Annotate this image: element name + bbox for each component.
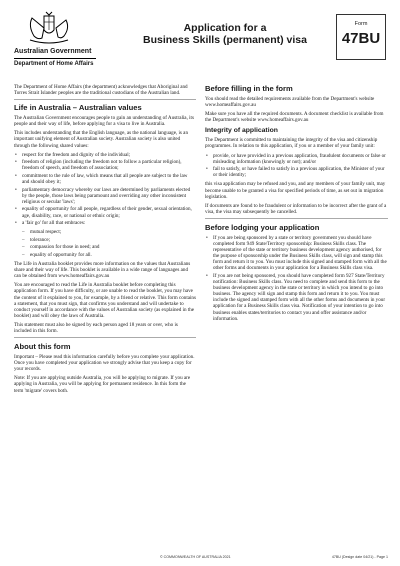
- government-name: Australian Government: [14, 48, 92, 55]
- footer-page-number: 47BU (Design date 04/21) - Page 1: [331, 555, 388, 559]
- right-column: [205, 84, 388, 325]
- heading-life-in-australia: Life in Australia – Australian values: [14, 103, 142, 113]
- coat-of-arms-icon: [26, 10, 72, 46]
- list-item: • commitment to the rule of law, which means that all people are subject to the law and should obey it;: [14, 173, 196, 185]
- footer-copyright: © COMMONWEALTH OF AUSTRALIA 2021: [160, 555, 231, 559]
- integrity-list: [205, 153, 388, 179]
- list-item: • If you are being sponsored by a state or territory government you should have completed form 949 State/Territory sponsorship: Business Skills class. The representative of the state or territory business development agency authorised, for the purpose of sponsorship under the Business Skills class, will sign and stamp this form and return it to you. You must include this signed and stamped form with all the other forms and documents in your application for a Business Skills class visa.: [205, 235, 388, 272]
- heading-integrity: Integrity of application: [205, 127, 278, 135]
- form-title: [120, 22, 330, 46]
- list-item: • a 'fair go' for all that embraces:: [14, 220, 196, 226]
- acknowledgement-text: The Department of Home Affairs (the department) acknowledges that Aboriginal and Torres Strait Islander peoples are the traditional custodians of the Australian land.: [14, 84, 188, 97]
- list-item: – tolerance;: [14, 237, 196, 243]
- integrity-paragraph-2: this visa application may be refused and you, and any members of your family unit, may become unable to be granted a visa for specified periods of time, as set out in migration legislation.: [205, 181, 386, 200]
- form-number-box: [336, 14, 386, 60]
- section-divider: [14, 337, 196, 338]
- before-paragraph-2: Make sure you have all the required documents. A document checklist is available from the Department's website www.homeaffairs.gov.au: [205, 111, 384, 124]
- list-item: • provide, or have provided in a previous application, fraudulent documents or false or misleading information (knowingly or not); and/or: [205, 153, 388, 165]
- lodging-list: [205, 235, 388, 322]
- before-paragraph-1: You should read the detailed requirements available from the Department's website www.homeaffairs.gov.au: [205, 96, 375, 109]
- list-item: – mutual respect;: [14, 229, 196, 235]
- heading-about-this-form: About this form: [14, 342, 71, 352]
- life-paragraph-5: This statement must also be signed by each person aged 18 years or over, who is included in this form.: [14, 321, 178, 334]
- about-paragraph-2: Note: If you are applying outside Australia, you will be applying to migrate. If you are applying in Australia, you will be applying for permanent residence. In this form the term 'migrate' covers both.: [14, 375, 191, 394]
- list-item: • fail to satisfy, or have failed to satisfy in a previous application, the Minister of your or their identity;: [205, 166, 388, 178]
- header-divider: [14, 58, 96, 59]
- left-column: [14, 84, 196, 397]
- about-paragraph-1: Important – Please read this information carefully before you complete your application. Once you have completed your application we strongly advise that you keep a copy for your records.: [14, 354, 195, 373]
- values-list: [14, 152, 196, 227]
- list-item: • If you are not being sponsored, you should have completed form 927 State/Territory notification: Business Skills class. You need to complete and send this form to the business development agency in the state or territory in which you intend to go into business. The agency will sign and stamp this form and return it to you. You must include the signed and stamped form with all the other forms and documents in your application for a Business Skills class visa. Notification of your intention to go into business enables states/territories to contact you and offer assistance and/or information.: [205, 273, 388, 322]
- section-divider: [205, 218, 388, 219]
- section-divider: [14, 99, 196, 100]
- heading-before-lodging: Before lodging your application: [205, 222, 320, 232]
- life-paragraph-4: You are encouraged to read the Life in Australia booklet before completing this application form. If you have difficulty, or are unable to read the booklet, you may have the content of it explained to you, for example, by a friend or relative. This form contains a statement, that you must sign, that confirms you understand and will undertake to conduct yourself in accordance with the values of Australian society (as explained in the booklet) and will obey the laws of Australia.: [14, 282, 196, 319]
- form-number: 47BU: [341, 30, 381, 47]
- department-name: Department of Home Affairs: [14, 61, 94, 67]
- list-item: • parliamentary democracy whereby our laws are determined by parliaments elected by the people, those laws being paramount and overriding any other inconsistent religious or secular 'laws';: [14, 187, 196, 205]
- fair-go-list: [14, 229, 196, 258]
- integrity-paragraph-3: If documents are found to be fraudulent or information to be incorrect after the grant of a visa, the visa may subsequently be cancelled.: [205, 202, 387, 215]
- heading-before-filling: Before filling in the form: [205, 84, 293, 93]
- integrity-paragraph-1: The Department is committed to maintaining the integrity of the visa and citizenship programmes. In relation to this application, if you or a member of your family unit:: [205, 137, 378, 150]
- life-paragraph-2: This includes understanding that the English language, as the national language, is an important unifying element of Australian society. Australian society is also united through the following shared values:: [14, 130, 188, 149]
- life-paragraph-3: The Life in Australia booklet provides more information on the values that Australians share and their way of life. This booklet is available in a wide range of languages and can be obtained from www.homeaffairs.gov.au: [14, 261, 191, 280]
- list-item: • freedom of religion (including the freedom not to follow a particular religion), freedom of speech, and freedom of association;: [14, 159, 196, 171]
- list-item: – compassion for those in need; and: [14, 244, 196, 250]
- list-item: – equality of opportunity for all.: [14, 252, 196, 258]
- list-item: • equality of opportunity for all people, regardless of their gender, sexual orientation, age, disability, race, or national or ethnic origin;: [14, 206, 196, 218]
- form-header: [0, 0, 400, 92]
- form-title-line-1: Application for a: [183, 22, 267, 34]
- form-title-line-2: Business Skills (permanent) visa: [143, 34, 307, 46]
- list-item: • respect for the freedom and dignity of the individual;: [14, 152, 196, 158]
- life-paragraph-1: The Australian Government encourages people to gain an understanding of Australia, its people and their way of life, before applying for a visa to live in Australia.: [14, 115, 194, 128]
- form-label: Form: [354, 21, 368, 27]
